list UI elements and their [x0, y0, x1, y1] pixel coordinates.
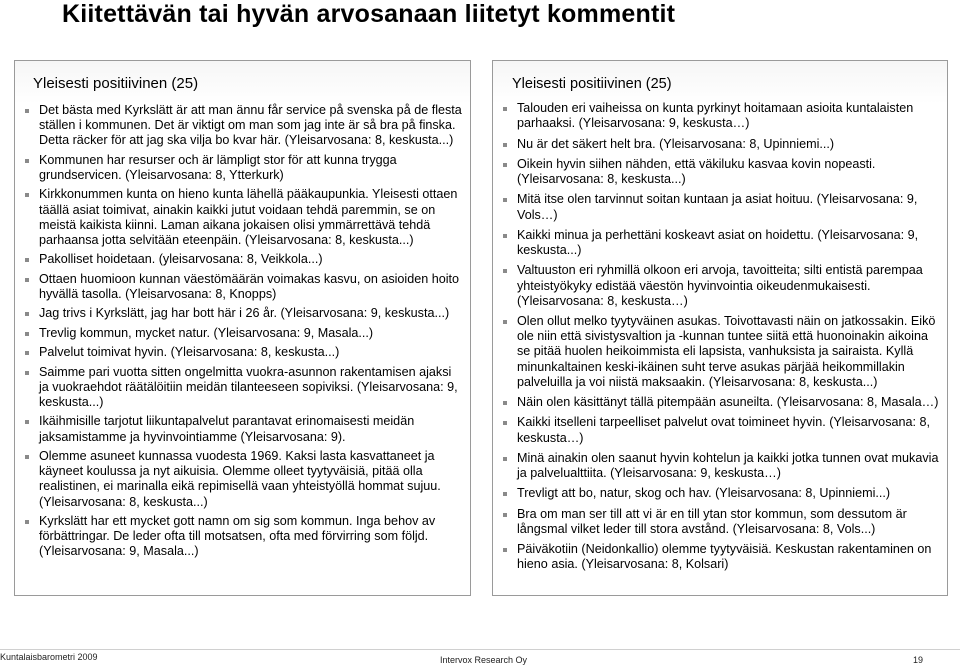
right-comment-panel — [492, 60, 948, 596]
list-item — [25, 414, 462, 444]
comment-text: Olemme asuneet kunnassa vuodesta 1969. Kaksi lasta kasvattaneet ja käyneet koulussa ja nyt aikuisia. Olemme olleet tyytyväisiä, pitää olla realistinen, ei marinalla eikä repimisellä vaan yhteistyöllä hommat sujuu. (Yleisarvosana: 8, keskusta...) — [39, 448, 441, 509]
bullet-icon — [503, 269, 507, 273]
comment-text: Ikäihmisille tarjotut liikuntapalvelut parantavat erinomaisesti meidän jaksamistamme ja hyvinvointiamme (Yleisarvosana: 9). — [39, 414, 415, 444]
comment-text: Näin olen käsittänyt tällä pitempään asuneilta. (Yleisarvosana: 8, Masala…) — [517, 395, 939, 410]
comment-text: Kommunen har resurser och är lämpligt stor för att kunna trygga grundservicen. (Yleisarvosana: 8, Ytterkurk) — [39, 152, 397, 182]
bullet-icon — [503, 143, 507, 147]
left-panel-heading: Yleisesti positiivinen (25) — [33, 75, 199, 92]
list-item — [25, 272, 462, 302]
footer-divider — [0, 649, 960, 650]
bullet-icon — [25, 193, 29, 197]
bullet-icon — [25, 332, 29, 336]
bullet-icon — [25, 371, 29, 375]
list-item — [503, 157, 939, 187]
list-item — [503, 101, 939, 131]
left-comment-list — [25, 103, 462, 564]
list-item — [503, 542, 939, 572]
comment-text: Mitä itse olen tarvinnut soitan kuntaan ja asiat hoituu. (Yleisarvosana: 9, Vols…) — [517, 192, 918, 222]
bullet-icon — [503, 107, 507, 111]
footer-source: Kuntalaisbarometri 2009 — [0, 652, 98, 662]
list-item — [503, 395, 939, 410]
right-comment-list — [503, 101, 939, 578]
bullet-icon — [25, 520, 29, 524]
list-item — [25, 252, 462, 267]
comment-text: Palvelut toimivat hyvin. (Yleisarvosana: 8, keskusta...) — [39, 345, 340, 360]
bullet-icon — [503, 457, 507, 461]
list-item — [503, 137, 939, 152]
bullet-icon — [25, 109, 29, 113]
bullet-icon — [503, 548, 507, 552]
page-number: 19 — [913, 655, 924, 665]
right-panel-heading: Yleisesti positiivinen (25) — [512, 76, 672, 92]
comment-text: Pakolliset hoidetaan. (yleisarvosana: 8, Veikkola...) — [39, 252, 323, 267]
list-item — [503, 507, 939, 537]
comment-text: Talouden eri vaiheissa on kunta pyrkinyt hoitamaan asioita kuntalaisten parhaaksi. (Yleisarvosana: 9, keskusta…) — [517, 101, 914, 131]
bullet-icon — [503, 492, 507, 496]
comment-text: Jag trivs i Kyrkslätt, jag har bott här i 26 år. (Yleisarvosana: 9, keskusta...) — [39, 306, 450, 321]
list-item — [25, 306, 462, 321]
bullet-icon — [503, 163, 507, 167]
list-item — [25, 514, 462, 560]
list-item — [503, 451, 939, 481]
comment-text: Kaikki minua ja perhettäni koskeavt asiat on hoidettu. (Yleisarvosana: 9, keskusta...) — [517, 227, 919, 257]
list-item — [25, 449, 462, 510]
footer-company: Intervox Research Oy — [440, 655, 528, 665]
comment-text: Kirkkonummen kunta on hieno kunta lähellä pääkaupunkia. Yleisesti ottaen täällä asiat toimivat, ainakin kaikki jutut voidaan tehdä paremmin, se on meistä kaikista kiinni. Laman aikana jokaisen olisi ymmärrettävä tehdä parhaansa jotta selvitään eteenpäin. (Yleisarvosana: 8, keskusta...) — [39, 187, 458, 247]
list-item — [503, 263, 939, 309]
comment-text: Nu är det säkert helt bra. (Yleisarvosana: 8, Upinniemi...) — [517, 136, 835, 151]
list-item — [25, 326, 462, 341]
comment-text: Minä ainakin olen saanut hyvin kohtelun ja kaikki jotka tunnen ovat mukavia ja palvelualttiita. (Yleisarvosana: 9, keskusta…) — [517, 450, 939, 481]
bullet-icon — [25, 278, 29, 282]
bullet-icon — [25, 420, 29, 424]
bullet-icon — [25, 351, 29, 355]
bullet-icon — [503, 198, 507, 202]
page-title: Kiitettävän tai hyvän arvosanaan liitetyt kommentit — [62, 0, 676, 28]
list-item — [25, 153, 462, 183]
left-comment-panel — [14, 60, 471, 596]
bullet-icon — [503, 513, 507, 517]
bullet-icon — [503, 421, 507, 425]
list-item — [503, 415, 939, 445]
bullet-icon — [25, 159, 29, 163]
bullet-icon — [25, 455, 29, 459]
list-item — [503, 314, 939, 390]
bullet-icon — [503, 320, 507, 324]
list-item — [503, 486, 939, 501]
comment-text: Oikein hyvin siihen nähden, että väkiluku kasvaa kovin nopeasti. (Yleisarvosana: 8, keskusta...) — [517, 156, 876, 186]
comment-text: Päiväkotiin (Neidonkallio) olemme tyytyväisiä. Keskustan rakentaminen on hieno asia. (Yleisarvosana: 8, Kolsari) — [517, 542, 932, 572]
comment-text: Trevligt att bo, natur, skog och hav. (Yleisarvosana: 8, Upinniemi...) — [517, 486, 891, 501]
list-item — [25, 365, 462, 411]
comment-text: Valtuuston eri ryhmillä olkoon eri arvoja, tavoitteita; silti entistä parempaa yhteistyökyky edistää väestön hyvinvointia oikeudenmukaisesti. (Yleisarvosana: 8, keskusta…) — [517, 263, 923, 308]
list-item — [25, 187, 462, 248]
bullet-icon — [503, 234, 507, 238]
comment-text: Bra om man ser till att vi är en till ytan stor kommun, som dessutom är långsmal vilket leder till stora avstånd. (Yleisarvosana: 8, Vols...) — [517, 506, 907, 536]
list-item — [25, 103, 462, 149]
list-item — [503, 228, 939, 258]
comment-text: Kyrkslätt har ett mycket gott namn om sig som kommun. Inga behov av förbättringar. De leder ofta till motsatsen, ofta med förvirring som följd. (Yleisarvosana: 9, Masala...) — [39, 513, 436, 559]
comment-text: Kaikki itselleni tarpeelliset palvelut ovat toimineet hyvin. (Yleisarvosana: 8, keskusta…) — [517, 415, 930, 445]
bullet-icon — [25, 312, 29, 316]
list-item — [25, 345, 462, 360]
comment-text: Trevlig kommun, mycket natur. (Yleisarvosana: 9, Masala...) — [39, 325, 374, 340]
comment-text: Saimme pari vuotta sitten ongelmitta vuokra-asunnon rakentamisen ajaksi ja vuokraehdot räätälöitiin meidän tilanteeseen sopiviksi. (Yleisarvosana: 9, keskusta...) — [39, 364, 458, 409]
list-item — [503, 192, 939, 222]
bullet-icon — [25, 258, 29, 262]
comment-text: Ottaen huomioon kunnan väestömäärän voimakas kasvu, on asioiden hoito hyvällä tasolla. (Yleisarvosana: 8, Knopps) — [39, 271, 460, 301]
comment-text: Det bästa med Kyrkslätt är att man ännu får service på svenska på de flesta ställen i kommunen. Det är viktigt om man som jag inte är så bra på finska. Detta räcker för att jag ska vilja bo kvar här. (Yleisarvosana: 8, keskusta...) — [39, 103, 462, 148]
bullet-icon — [503, 401, 507, 405]
comment-text: Olen ollut melko tyytyväinen asukas. Toivottavasti näin on jatkossakin. Eikö ole niin että sivistysvaltion ja -kunnan tuntee siitä että huonoinakin aikoina se pitää huolen heikoimmista eli lapsista, vanhuksista ja sairaista. Kyllä minunkaltainen keski-ikäinen suht terve asukas pärjää heikommillakin palveluilla ja voi niistä maksaakin. (Yleisarvosana: 8, keskusta...) — [517, 314, 936, 389]
